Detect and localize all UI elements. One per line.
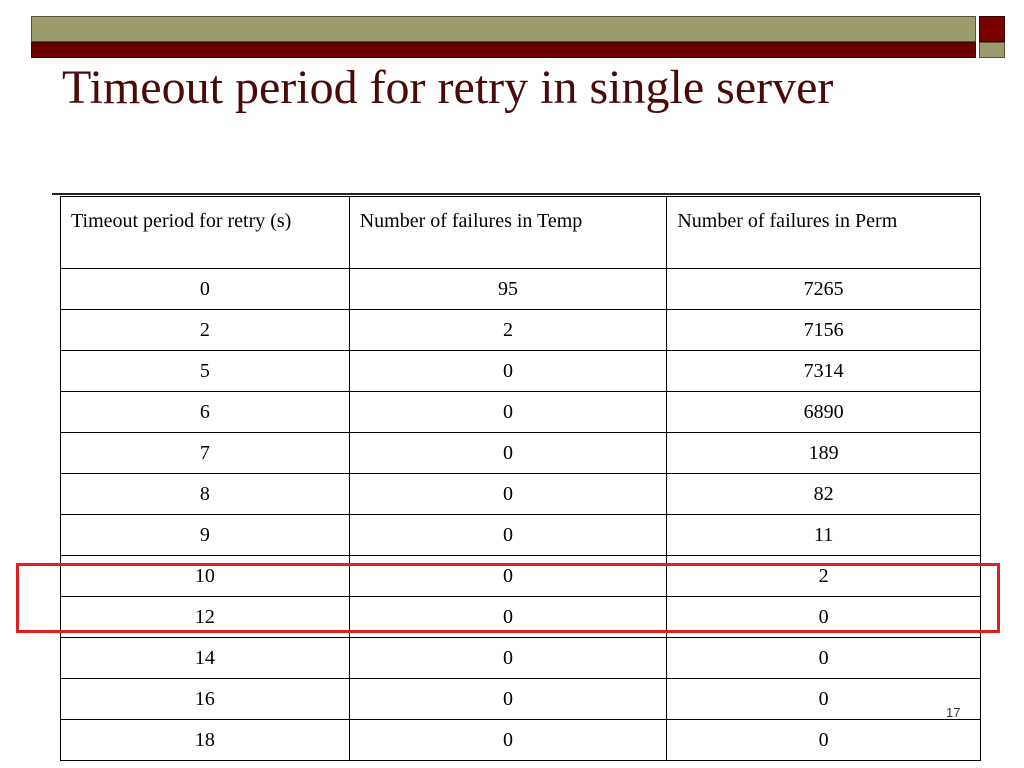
cell-timeout: 14 (61, 638, 350, 679)
cell-perm: 0 (667, 720, 981, 761)
cell-perm: 7265 (667, 269, 981, 310)
cell-perm: 0 (667, 638, 981, 679)
table-row (61, 433, 981, 474)
cell-timeout: 2 (61, 310, 350, 351)
table-row (61, 310, 981, 351)
cell-temp: 0 (349, 392, 667, 433)
cell-temp: 0 (349, 433, 667, 474)
results-table (60, 196, 981, 761)
cell-temp: 0 (349, 351, 667, 392)
cell-timeout: 0 (61, 269, 350, 310)
cell-temp: 0 (349, 720, 667, 761)
cell-temp: 95 (349, 269, 667, 310)
header-square-olive (979, 42, 1005, 58)
header-temp-failures: Number of failures in Temp (349, 197, 667, 269)
cell-perm: 189 (667, 433, 981, 474)
table-row (61, 515, 981, 556)
table-row (61, 720, 981, 761)
table-body (61, 269, 981, 761)
cell-timeout: 16 (61, 679, 350, 720)
cell-temp: 0 (349, 474, 667, 515)
cell-timeout: 10 (61, 556, 350, 597)
cell-timeout: 7 (61, 433, 350, 474)
cell-perm: 2 (667, 556, 981, 597)
table-row (61, 269, 981, 310)
header-band-olive (31, 16, 976, 42)
cell-timeout: 8 (61, 474, 350, 515)
cell-temp: 0 (349, 556, 667, 597)
cell-perm: 0 (667, 597, 981, 638)
cell-temp: 2 (349, 310, 667, 351)
cell-perm: 11 (667, 515, 981, 556)
header-square-maroon (979, 16, 1005, 42)
table-header-row (61, 197, 981, 269)
highlight-box (16, 563, 1000, 633)
page-number: 17 (946, 705, 961, 720)
cell-temp: 0 (349, 679, 667, 720)
cell-temp: 0 (349, 515, 667, 556)
table-row (61, 638, 981, 679)
cell-timeout: 12 (61, 597, 350, 638)
cell-timeout: 9 (61, 515, 350, 556)
table-row (61, 392, 981, 433)
cell-perm: 7314 (667, 351, 981, 392)
cell-perm: 82 (667, 474, 981, 515)
cell-perm: 6890 (667, 392, 981, 433)
title-divider (52, 193, 980, 195)
table-row (61, 474, 981, 515)
cell-perm: 0 (667, 679, 981, 720)
cell-perm: 7156 (667, 310, 981, 351)
cell-temp: 0 (349, 597, 667, 638)
table-row (61, 351, 981, 392)
slide-title: Timeout period for retry in single server (62, 61, 834, 114)
header-perm-failures: Number of failures in Perm (667, 197, 981, 269)
cell-timeout: 5 (61, 351, 350, 392)
header-timeout: Timeout period for retry (s) (61, 197, 350, 269)
cell-timeout: 6 (61, 392, 350, 433)
cell-timeout: 18 (61, 720, 350, 761)
table-row (61, 679, 981, 720)
cell-temp: 0 (349, 638, 667, 679)
